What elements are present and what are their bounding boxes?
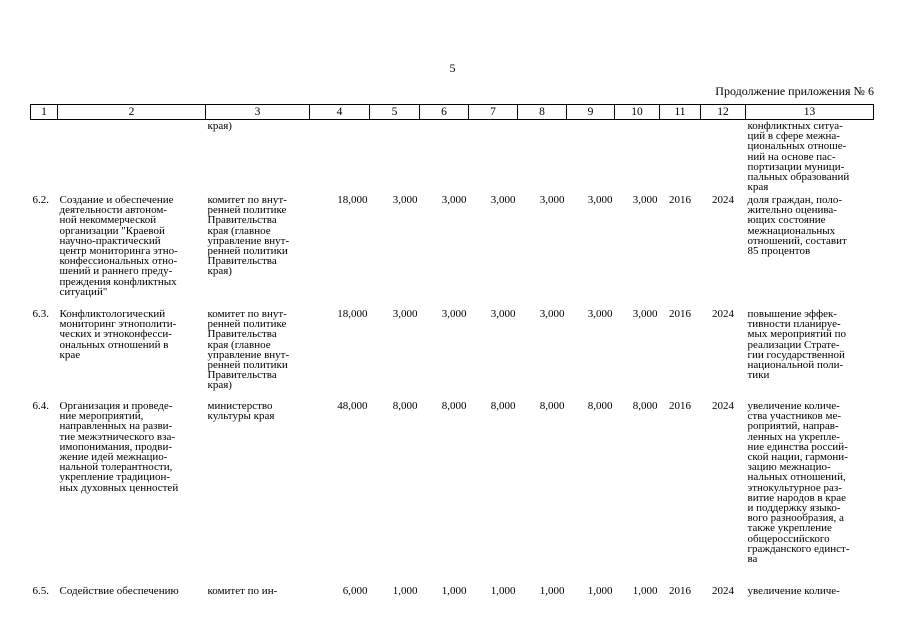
column-header: 6 (420, 105, 469, 120)
continuation-label: Продолжение приложения № 6 (715, 84, 874, 98)
year-value: 8,000 (632, 400, 658, 412)
year-value: 8,000 (490, 400, 516, 412)
year-value: 3,000 (490, 194, 516, 206)
expected-result: увеличение количе- (747, 585, 840, 597)
column-header: 11 (660, 105, 701, 120)
total-value: 48,000 (337, 400, 368, 412)
year-value: 1,000 (632, 585, 658, 597)
row-number: 6.3. (32, 308, 49, 320)
column-header: 3 (206, 105, 310, 120)
table-row (31, 586, 874, 606)
expected-result: увеличение количе- ства участников ме- роприятий, направ- ленных на укрепле- ние единства россий- ской нации, гармони- зацию межнацио- нальных отношений, этнокультурное раз- витие народов в крае и поддержку языко- вого разнообразия, а также укрепление общероссийского гражданского единст- ва (747, 400, 850, 566)
year-value: 3,000 (539, 308, 565, 320)
start-year: 2016 (669, 194, 691, 206)
column-header: 9 (567, 105, 615, 120)
executor: министерство культуры края (207, 400, 275, 423)
year-value: 3,000 (441, 194, 467, 206)
header-row (31, 105, 874, 120)
end-year: 2024 (712, 194, 734, 206)
column-header: 8 (518, 105, 567, 120)
expected-result: доля граждан, поло- жительно оценива- ющих состояние межнациональных отношений, составит 85 процентов (747, 194, 847, 258)
year-value: 3,000 (392, 308, 418, 320)
start-year: 2016 (669, 400, 691, 412)
column-header: 1 (31, 105, 58, 120)
end-year: 2024 (712, 400, 734, 412)
year-value: 3,000 (490, 308, 516, 320)
column-header: 10 (615, 105, 660, 120)
column-header: 12 (701, 105, 746, 120)
year-value: 1,000 (490, 585, 516, 597)
executor: комитет по внут- ренней политике Правительства края (главное управление внут- ренней политики Правительства края) (207, 308, 290, 392)
table-row (31, 195, 874, 309)
year-value: 3,000 (587, 194, 613, 206)
year-value: 3,000 (392, 194, 418, 206)
year-value: 1,000 (587, 585, 613, 597)
year-value: 8,000 (539, 400, 565, 412)
page-number: 5 (449, 61, 456, 75)
row-number: 6.5. (32, 585, 49, 597)
year-value: 3,000 (539, 194, 565, 206)
year-value: 1,000 (441, 585, 467, 597)
total-value: 18,000 (337, 308, 368, 320)
column-header: 7 (469, 105, 518, 120)
carryover-row (31, 120, 874, 196)
year-value: 8,000 (441, 400, 467, 412)
column-header: 13 (746, 105, 874, 120)
row-number: 6.2. (32, 194, 49, 206)
program-table (30, 104, 874, 606)
total-value: 18,000 (337, 194, 368, 206)
year-value: 3,000 (632, 194, 658, 206)
year-value: 8,000 (392, 400, 418, 412)
row-number: 6.4. (32, 400, 49, 412)
measure-name: Организация и проведе- ние мероприятий, направленных на разви- тие межэтнического вза- имопонимания, продви- жение идей межнацио- нальной толерантности, укрепление традицион- ных духовных ценностей (59, 400, 179, 494)
total-value: 6,000 (342, 585, 368, 597)
column-header: 4 (310, 105, 370, 120)
executor: комитет по внут- ренней политике Правительства края (главное управление внут- ренней политики Правительства края) (207, 194, 290, 278)
start-year: 2016 (669, 585, 691, 597)
expected-result: повышение эффек- тивности планируе- мых мероприятий по реализации Страте- гии государственной национальной поли- тики (747, 308, 846, 382)
table-row (31, 401, 874, 586)
year-value: 3,000 (632, 308, 658, 320)
column-header: 2 (58, 105, 206, 120)
end-year: 2024 (712, 308, 734, 320)
year-value: 8,000 (587, 400, 613, 412)
year-value: 3,000 (441, 308, 467, 320)
end-year: 2024 (712, 585, 734, 597)
year-value: 1,000 (539, 585, 565, 597)
executor: комитет по ин- (207, 585, 278, 597)
carryover-executor: края) (207, 120, 232, 132)
measure-name: Конфликтологический мониторинг этнополити- ческих и этноконфесси- ональных отношений в крае (59, 308, 177, 361)
column-header: 5 (370, 105, 420, 120)
year-value: 1,000 (392, 585, 418, 597)
measure-name: Создание и обеспечение деятельности автоном- ной некоммерческой организации "Краевой научно-практический центр мониторинга этно- конфессиональных отно- шений и раннего преду- преждения конфликтных ситуаций" (59, 194, 178, 298)
start-year: 2016 (669, 308, 691, 320)
table-row (31, 309, 874, 401)
measure-name: Содействие обеспечению (59, 585, 179, 597)
year-value: 3,000 (587, 308, 613, 320)
carryover-result: конфликтных ситуа- ций в сфере межна- циональных отноше- ний на основе пас- портизации муници- пальных образований края (747, 120, 850, 194)
